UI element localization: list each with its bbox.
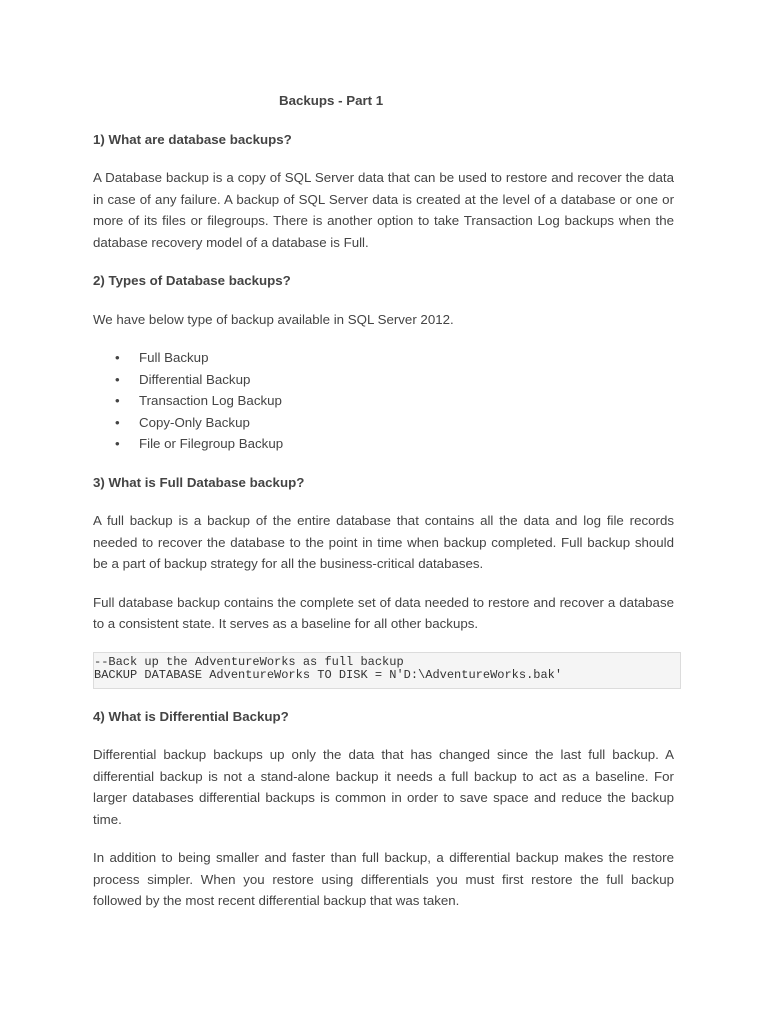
bullet-icon: • xyxy=(115,350,120,365)
section-heading-types-of-backups: 2) Types of Database backups? xyxy=(93,273,291,288)
code-block xyxy=(93,652,681,689)
section-heading-differential-backup: 4) What is Differential Backup? xyxy=(93,708,289,724)
list-item xyxy=(93,390,674,412)
list-item xyxy=(93,347,674,369)
section-heading-what-are-backups: 1) What are database backups? xyxy=(93,131,292,147)
list-item-text: Differential Backup xyxy=(139,371,251,387)
list-item xyxy=(93,412,674,434)
document-title: Backups - Part 1 xyxy=(279,93,384,108)
paragraph: A full backup is a backup of the entire database that contains all the data and log file records needed to recover the database to the point in time when backup completed. Full backup should be a part of backup strategy for all the business-critical databases. xyxy=(93,513,674,571)
list-item-text: Full Backup xyxy=(139,350,209,365)
bullet-icon: • xyxy=(115,371,120,387)
code-line-statement: BACKUP DATABASE AdventureWorks TO DISK = N'D:\AdventureWorks.bak' xyxy=(94,668,563,682)
bullet-icon: • xyxy=(115,414,120,430)
list-item xyxy=(93,369,674,391)
section-heading-full-backup: 3) What is Full Database backup? xyxy=(93,474,305,490)
paragraph: A Database backup is a copy of SQL Server data that can be used to restore and recover the data in case of any failure. A backup of SQL Server data is created at the level of a database or one or more of its files or filegroups. There is another option to take Transaction Log backups when the database recovery model of a database is Full. xyxy=(93,170,674,250)
paragraph: Differential backup backups up only the data that has changed since the last full backup. A differential backup is not a stand-alone backup it needs a full backup to act as a baseline. For larger databases differential backups is common in order to save space and reduce the backup time. xyxy=(93,747,674,827)
code-line-comment: --Back up the AdventureWorks as full backup xyxy=(94,654,404,669)
paragraph: Full database backup contains the complete set of data needed to restore and recover a database to a consistent state. It serves as a baseline for all other backups. xyxy=(93,594,674,631)
list-item-text: Copy-Only Backup xyxy=(139,414,250,430)
paragraph: We have below type of backup available in SQL Server 2012. xyxy=(93,311,454,327)
list-item-text: Transaction Log Backup xyxy=(139,393,282,408)
list-item xyxy=(93,433,674,455)
bullet-icon: • xyxy=(115,393,120,408)
list-item-text: File or Filegroup Backup xyxy=(139,436,284,451)
document-page xyxy=(93,90,674,929)
backup-types-list xyxy=(93,347,674,455)
paragraph: In addition to being smaller and faster than full backup, a differential backup makes the restore process simpler. When you restore using differentials you must first restore the full backup followed by the most recent differential backup that was taken. xyxy=(93,850,674,908)
bullet-icon: • xyxy=(115,436,120,451)
